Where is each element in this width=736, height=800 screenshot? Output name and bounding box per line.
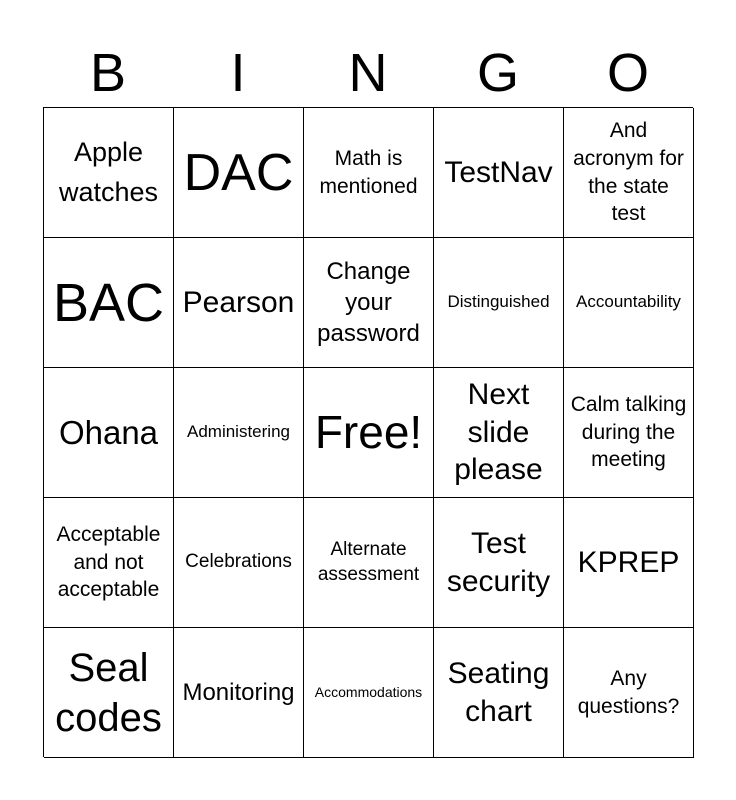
bingo-cell[interactable] (174, 368, 304, 498)
bingo-cell[interactable] (434, 368, 564, 498)
header-letter-n: N (348, 43, 388, 103)
bingo-cell[interactable] (304, 238, 434, 368)
bingo-cell[interactable] (304, 108, 434, 238)
bingo-cell-label: DAC (183, 143, 294, 202)
bingo-board (43, 107, 693, 757)
bingo-cell-label: Accommodations (314, 684, 423, 701)
bingo-cell[interactable] (304, 628, 434, 758)
header-letter-o: O (606, 43, 649, 103)
bingo-cell[interactable] (434, 628, 564, 758)
bingo-cell-label: Next slide please (454, 378, 543, 487)
bingo-cell-label: Seal codes (55, 645, 162, 740)
bingo-cell-label: BAC (52, 272, 165, 333)
bingo-cell-label: Math is mentioned (319, 146, 418, 198)
bingo-cell-label: And acronym for the state test (573, 119, 684, 226)
bingo-cell[interactable] (44, 368, 174, 498)
bingo-cell[interactable] (304, 498, 434, 628)
bingo-cell-label: KPREP (577, 545, 680, 579)
bingo-cell-label: Change your password (317, 257, 420, 348)
bingo-cell[interactable] (174, 238, 304, 368)
bingo-cell[interactable] (44, 238, 174, 368)
bingo-cell-label: Alternate assessment (317, 539, 420, 585)
header-letter-i: I (230, 43, 246, 103)
free-space-label: Free! (314, 406, 423, 459)
bingo-cell-label: Seating chart (447, 657, 550, 728)
bingo-cell-label: Acceptable and not acceptable (56, 522, 161, 602)
bingo-header (43, 38, 693, 108)
bingo-cell[interactable] (174, 498, 304, 628)
bingo-cell-label: Distinguished (447, 292, 550, 312)
bingo-cell[interactable] (174, 628, 304, 758)
bingo-cell-label: Celebrations (185, 551, 292, 573)
bingo-cell[interactable] (564, 108, 694, 238)
bingo-cell[interactable] (434, 498, 564, 628)
bingo-cell-label: Administering (187, 422, 290, 442)
bingo-cell-label: Test security (446, 527, 551, 598)
bingo-cell[interactable] (434, 238, 564, 368)
bingo-cell[interactable] (564, 628, 694, 758)
bingo-cell-label: Monitoring (182, 678, 295, 706)
bingo-cell-label: TestNav (444, 155, 553, 189)
bingo-cell[interactable] (44, 628, 174, 758)
bingo-cell[interactable] (564, 238, 694, 368)
bingo-cell[interactable] (434, 108, 564, 238)
header-letter-b: B (89, 43, 127, 103)
free-space[interactable] (304, 368, 434, 498)
bingo-cell-label: Ohana (58, 413, 159, 451)
bingo-cell[interactable] (44, 108, 174, 238)
bingo-cell[interactable] (174, 108, 304, 238)
header-letter-g: G (476, 43, 519, 103)
bingo-cell-label: Pearson (182, 285, 295, 319)
bingo-cell-label: Apple watches (58, 137, 159, 207)
bingo-cell-label: Calm talking during the meeting (570, 392, 687, 472)
bingo-cell[interactable] (564, 368, 694, 498)
bingo-cell-label: Any questions? (577, 666, 680, 718)
bingo-cell[interactable] (564, 498, 694, 628)
bingo-cell[interactable] (44, 498, 174, 628)
bingo-cell-label: Accountability (576, 292, 681, 312)
